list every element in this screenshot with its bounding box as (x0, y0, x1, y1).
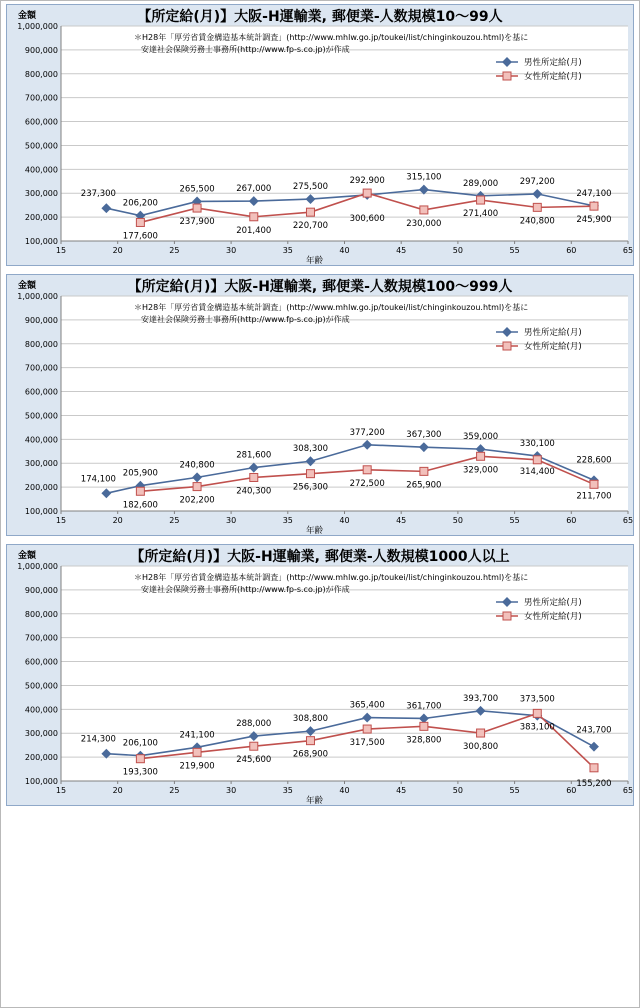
data-label-female: 201,400 (236, 225, 272, 236)
source-note: 安達社会保険労務士事務所(http://www.fp-s.co.jp)が作成 (141, 315, 350, 324)
x-tick-label: 55 (509, 516, 520, 525)
data-label-male: 205,900 (122, 468, 158, 479)
y-tick-label: 600,000 (24, 657, 58, 667)
y-tick-label: 900,000 (24, 585, 58, 595)
x-tick-label: 50 (452, 516, 463, 525)
y-tick-label: 500,000 (24, 681, 58, 691)
x-tick-label: 60 (566, 516, 577, 525)
data-label-male: 367,300 (406, 430, 442, 441)
data-label-male: 292,900 (349, 175, 385, 186)
data-label-male: 297,200 (519, 176, 555, 187)
data-point-female (533, 709, 541, 717)
chart-panel-large-firms (6, 544, 634, 806)
data-label-male: 228,600 (576, 455, 612, 466)
data-point-female (477, 729, 485, 737)
data-label-female: 219,900 (179, 761, 215, 772)
data-point-female (420, 722, 428, 730)
legend-label-female: 女性所定給(月) (524, 72, 582, 82)
source-note: ＊H28年「厚労省賃金構造基本統計調査」(http://www.mhlw.go.jp/toukei/list/chinginkouzou.html)を基に (134, 33, 529, 42)
y-tick-label: 1,000,000 (17, 22, 58, 31)
x-tick-label: 20 (112, 516, 123, 525)
y-tick-label: 700,000 (24, 363, 58, 373)
data-point-female (590, 764, 598, 772)
x-tick-label: 15 (55, 516, 67, 525)
data-point-female (136, 755, 144, 763)
data-point-female (306, 470, 314, 478)
data-point-female (136, 487, 144, 495)
x-tick-label: 35 (282, 786, 293, 795)
data-point-female (363, 466, 371, 474)
x-tick-label: 60 (566, 246, 577, 255)
data-point-female (306, 208, 314, 216)
data-point-female (136, 218, 144, 226)
data-point-female (477, 196, 485, 204)
data-label-male: 265,500 (179, 184, 215, 195)
x-tick-label: 25 (169, 246, 180, 255)
data-label-female: 245,900 (576, 215, 612, 226)
x-tick-label: 15 (55, 786, 67, 795)
x-tick-label: 45 (396, 246, 407, 255)
line-chart (6, 544, 634, 806)
data-label-female: 193,300 (122, 767, 158, 778)
y-tick-label: 500,000 (24, 411, 58, 421)
y-tick-label: 300,000 (24, 729, 58, 739)
data-point-female (193, 483, 201, 491)
data-label-female: 300,800 (463, 742, 499, 753)
source-note: ＊H28年「厚労省賃金構造基本統計調査」(http://www.mhlw.go.jp/toukei/list/chinginkouzou.html)を基に (134, 573, 529, 582)
legend-label-male: 男性所定給(月) (524, 328, 582, 338)
legend-label-female: 女性所定給(月) (524, 342, 582, 352)
data-label-male: 214,300 (80, 734, 116, 745)
data-label-female: 314,400 (519, 466, 555, 477)
x-tick-label: 20 (112, 786, 123, 795)
data-label-male: 308,300 (292, 444, 329, 455)
x-tick-label: 50 (452, 246, 463, 255)
x-axis-label: 年齢 (305, 796, 324, 806)
data-point-female (420, 206, 428, 214)
data-label-male: 373,500 (519, 694, 555, 705)
y-tick-label: 500,000 (24, 141, 58, 151)
data-label-male: 393,700 (463, 693, 499, 704)
line-chart (6, 4, 634, 266)
data-label-male: 361,700 (406, 701, 442, 712)
chart-title: 【所定給(月)】大阪-H運輸業, 郵便業-人数規模100～999人 (127, 279, 513, 295)
data-label-female: 202,200 (179, 495, 215, 506)
y-tick-label: 400,000 (24, 705, 58, 715)
y-axis-label: 金額 (18, 281, 37, 291)
x-tick-label: 15 (55, 246, 67, 255)
x-tick-label: 25 (169, 516, 180, 525)
source-note: 安達社会保険労務士事務所(http://www.fp-s.co.jp)が作成 (141, 45, 350, 54)
y-tick-label: 100,000 (24, 777, 58, 786)
y-tick-label: 400,000 (24, 435, 58, 445)
x-tick-label: 45 (396, 786, 407, 795)
y-tick-label: 800,000 (24, 69, 58, 79)
x-tick-label: 65 (622, 786, 634, 795)
x-tick-label: 35 (282, 246, 293, 255)
data-label-female: 329,000 (463, 465, 499, 476)
data-label-male: 247,100 (576, 188, 612, 199)
y-tick-label: 200,000 (24, 213, 58, 223)
y-tick-label: 600,000 (24, 387, 58, 397)
data-point-female (533, 203, 541, 211)
data-point-female (590, 202, 598, 210)
data-label-female: 265,900 (406, 480, 442, 491)
data-label-male: 240,800 (179, 460, 215, 471)
x-tick-label: 55 (509, 786, 520, 795)
data-label-female: 256,300 (292, 482, 329, 493)
data-label-female: 240,300 (236, 486, 272, 497)
legend-marker-female (503, 72, 511, 80)
data-label-female: 240,800 (519, 216, 555, 227)
x-tick-label: 65 (622, 246, 634, 255)
y-axis-label: 金額 (18, 11, 37, 21)
x-tick-label: 30 (226, 516, 237, 525)
data-label-female: 177,600 (122, 231, 158, 242)
data-label-male: 206,200 (122, 198, 158, 209)
data-label-female: 245,600 (236, 755, 272, 766)
data-label-female: 272,500 (349, 478, 385, 489)
source-note: ＊H28年「厚労省賃金構造基本統計調査」(http://www.mhlw.go.jp/toukei/list/chinginkouzou.html)を基に (134, 303, 529, 312)
x-tick-label: 20 (112, 246, 123, 255)
data-label-male: 275,500 (292, 182, 329, 193)
x-axis-label: 年齢 (305, 256, 324, 266)
y-tick-label: 900,000 (24, 45, 58, 55)
legend-label-male: 男性所定給(月) (524, 58, 582, 68)
data-label-male: 359,000 (463, 432, 499, 443)
y-tick-label: 700,000 (24, 93, 58, 103)
data-point-female (363, 189, 371, 197)
x-tick-label: 40 (339, 246, 350, 255)
data-label-male: 308,800 (292, 714, 329, 725)
data-label-female: 328,800 (406, 735, 442, 746)
data-point-female (250, 213, 258, 221)
y-tick-label: 1,000,000 (17, 292, 58, 301)
data-label-female: 237,900 (179, 217, 215, 228)
data-point-female (250, 742, 258, 750)
data-label-female: 155,200 (576, 778, 612, 789)
y-tick-label: 100,000 (24, 237, 58, 246)
data-label-male: 288,000 (236, 719, 272, 730)
data-label-male: 330,100 (519, 439, 555, 450)
data-point-female (306, 737, 314, 745)
source-note: 安達社会保険労務士事務所(http://www.fp-s.co.jp)が作成 (141, 585, 350, 594)
x-tick-label: 35 (282, 516, 293, 525)
data-point-female (250, 473, 258, 481)
data-point-female (533, 456, 541, 464)
x-tick-label: 50 (452, 786, 463, 795)
x-axis-label: 年齢 (305, 526, 324, 536)
x-tick-label: 30 (226, 246, 237, 255)
data-point-female (193, 204, 201, 212)
legend-label-female: 女性所定給(月) (524, 612, 582, 622)
data-label-male: 174,100 (80, 474, 116, 485)
chart-title: 【所定給(月)】大阪-H運輸業, 郵便業-人数規模1000人以上 (130, 549, 510, 565)
x-tick-label: 60 (566, 786, 577, 795)
x-tick-label: 40 (339, 786, 350, 795)
y-tick-label: 700,000 (24, 633, 58, 643)
y-tick-label: 600,000 (24, 117, 58, 127)
x-tick-label: 45 (396, 516, 407, 525)
data-point-female (590, 480, 598, 488)
y-tick-label: 400,000 (24, 165, 58, 175)
y-tick-label: 800,000 (24, 609, 58, 619)
data-label-male: 241,100 (179, 730, 215, 741)
data-label-male: 206,100 (122, 738, 158, 749)
y-tick-label: 100,000 (24, 507, 58, 516)
data-label-male: 281,600 (236, 450, 272, 461)
y-axis-label: 金額 (18, 551, 37, 561)
data-label-male: 237,300 (80, 189, 116, 200)
line-chart (6, 274, 634, 536)
data-label-female: 300,600 (349, 214, 385, 225)
x-tick-label: 25 (169, 786, 180, 795)
data-label-female: 271,400 (463, 209, 499, 220)
y-tick-label: 200,000 (24, 753, 58, 763)
data-point-female (420, 467, 428, 475)
data-label-female: 211,700 (576, 491, 612, 502)
x-tick-label: 40 (339, 516, 350, 525)
data-label-male: 365,400 (349, 700, 385, 711)
data-label-female: 317,500 (349, 738, 385, 749)
legend-label-male: 男性所定給(月) (524, 598, 582, 608)
y-tick-label: 300,000 (24, 459, 58, 469)
x-tick-label: 30 (226, 786, 237, 795)
legend-marker-female (503, 342, 511, 350)
y-tick-label: 800,000 (24, 339, 58, 349)
data-label-male: 243,700 (576, 725, 612, 736)
x-tick-label: 55 (509, 246, 520, 255)
data-point-female (193, 748, 201, 756)
chart-title: 【所定給(月)】大阪-H運輸業, 郵便業-人数規模10～99人 (137, 9, 503, 25)
data-label-male: 289,000 (463, 178, 499, 189)
data-label-female: 230,000 (406, 218, 442, 229)
data-point-female (363, 725, 371, 733)
data-label-male: 315,100 (406, 172, 442, 183)
data-label-female: 383,100 (519, 722, 555, 733)
chart-panel-medium-firms (6, 274, 634, 536)
y-tick-label: 200,000 (24, 483, 58, 493)
x-tick-label: 65 (622, 516, 634, 525)
data-label-female: 268,900 (292, 749, 329, 760)
y-tick-label: 1,000,000 (17, 562, 58, 571)
data-label-female: 220,700 (292, 221, 329, 232)
data-label-male: 377,200 (349, 427, 385, 438)
data-label-female: 182,600 (122, 500, 158, 511)
chart-panel-small-firms (6, 4, 634, 266)
data-label-male: 267,000 (236, 184, 272, 195)
data-point-female (477, 452, 485, 460)
y-tick-label: 300,000 (24, 189, 58, 199)
legend-marker-female (503, 612, 511, 620)
y-tick-label: 900,000 (24, 315, 58, 325)
